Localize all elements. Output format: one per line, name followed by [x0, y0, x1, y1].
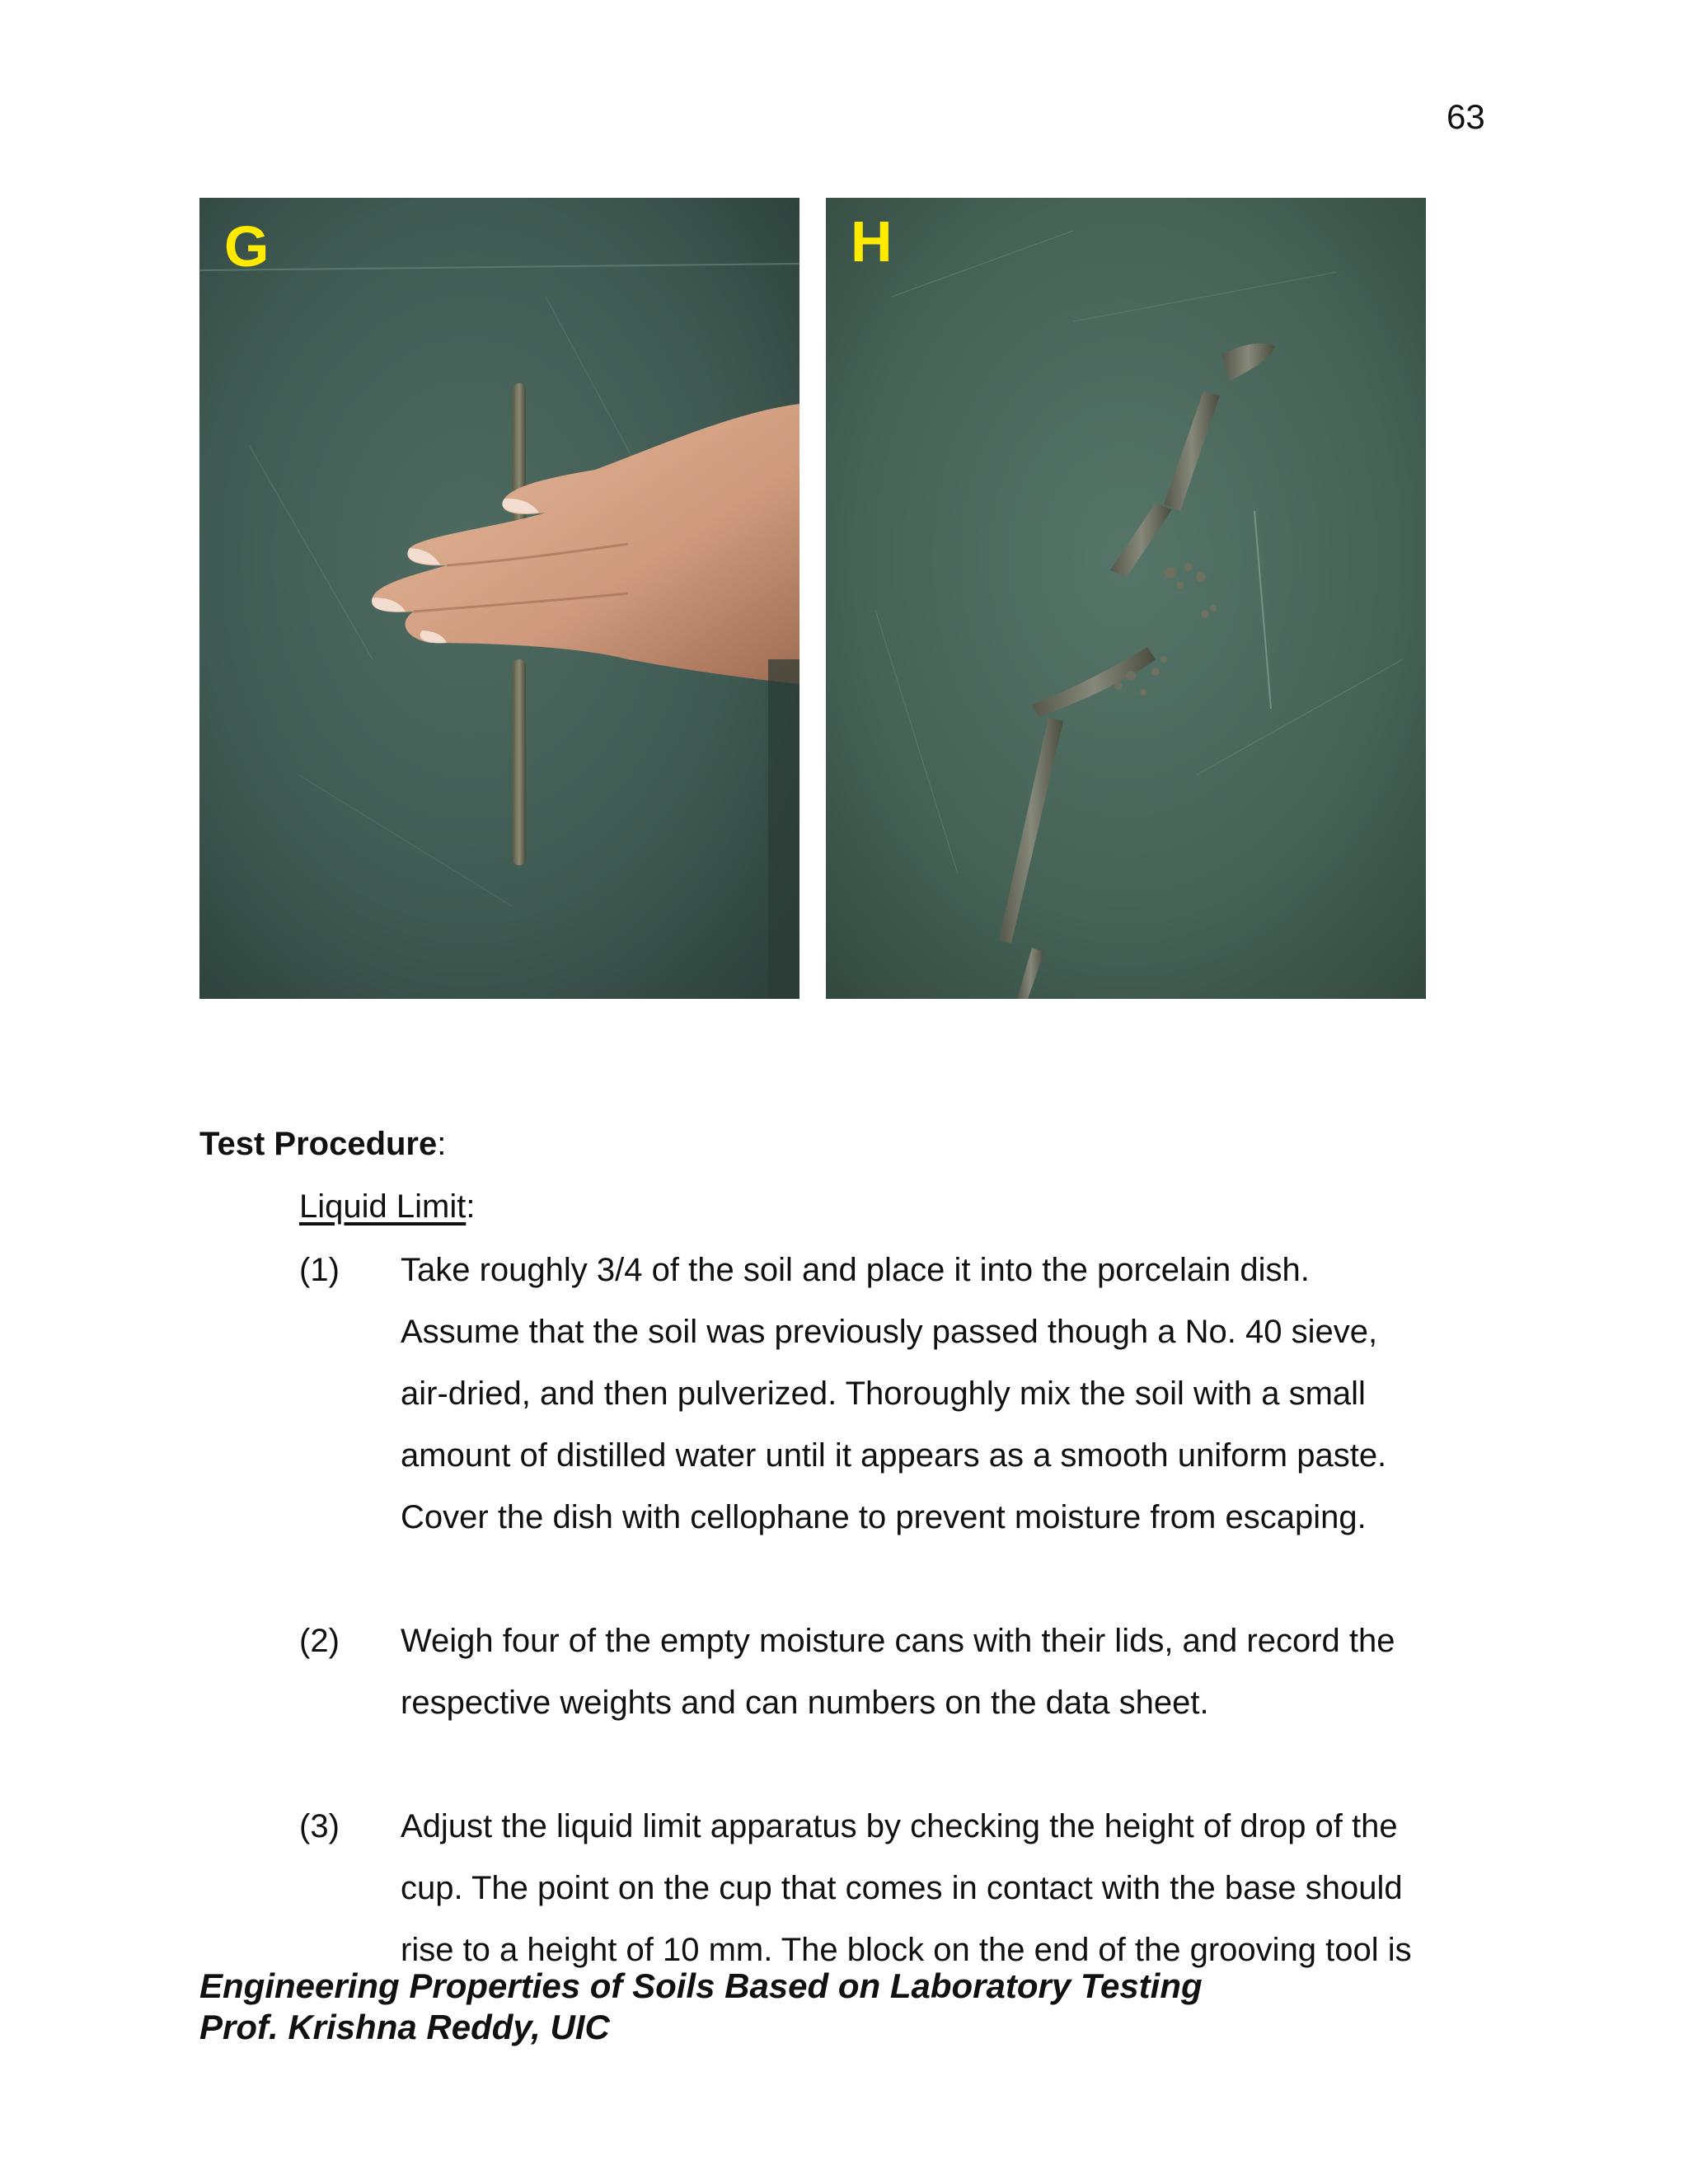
- step-2-line-1: Weigh four of the empty moisture cans with their lids, and record the: [401, 1623, 1395, 1659]
- step-1-line-5: Cover the dish with cellophane to prevent moisture from escaping.: [401, 1499, 1367, 1535]
- subheading-colon: :: [466, 1188, 476, 1225]
- subheading: [299, 1190, 475, 1223]
- step-1-line-4: amount of distilled water until it appears as a smooth uniform paste.: [401, 1437, 1387, 1474]
- step-1-line-1: Take roughly 3/4 of the soil and place it into the porcelain dish.: [401, 1252, 1310, 1288]
- photo-h-image: [826, 198, 1426, 999]
- section-title-colon: :: [437, 1126, 447, 1162]
- step-1-line-2: Assume that the soil was previously passed though a No. 40 sieve,: [401, 1314, 1378, 1350]
- section-title: Test Procedure: [199, 1126, 438, 1162]
- photo-g-image: [199, 198, 799, 999]
- step-2-number: (2): [299, 1623, 340, 1659]
- photo-g-label: G: [224, 214, 270, 279]
- footer-author: Prof. Krishna Reddy, UIC: [199, 2008, 610, 2046]
- step-2-line-2: respective weights and can numbers on the data sheet.: [401, 1685, 1209, 1721]
- photo-h-crumbled-thread: [826, 198, 1426, 999]
- step-3-number: (3): [299, 1808, 340, 1844]
- subheading-title: Liquid Limit: [299, 1188, 467, 1225]
- step-1-number: (1): [299, 1252, 340, 1288]
- photo-g-rolling-thread: [199, 198, 799, 999]
- footer-title: Engineering Properties of Soils Based on Laboratory Testing: [199, 1966, 1203, 2005]
- photo-h-label: H: [851, 209, 893, 274]
- step-1-line-3: air-dried, and then pulverized. Thoroughly mix the soil with a small: [401, 1376, 1366, 1412]
- section-heading: [199, 1127, 446, 1160]
- page-number: 63: [1447, 97, 1485, 136]
- step-3-line-1: Adjust the liquid limit apparatus by checking the height of drop of the: [401, 1808, 1398, 1844]
- step-3-line-3: rise to a height of 10 mm. The block on the end of the grooving tool is: [401, 1932, 1412, 1968]
- step-3-line-2: cup. The point on the cup that comes in contact with the base should: [401, 1870, 1403, 1906]
